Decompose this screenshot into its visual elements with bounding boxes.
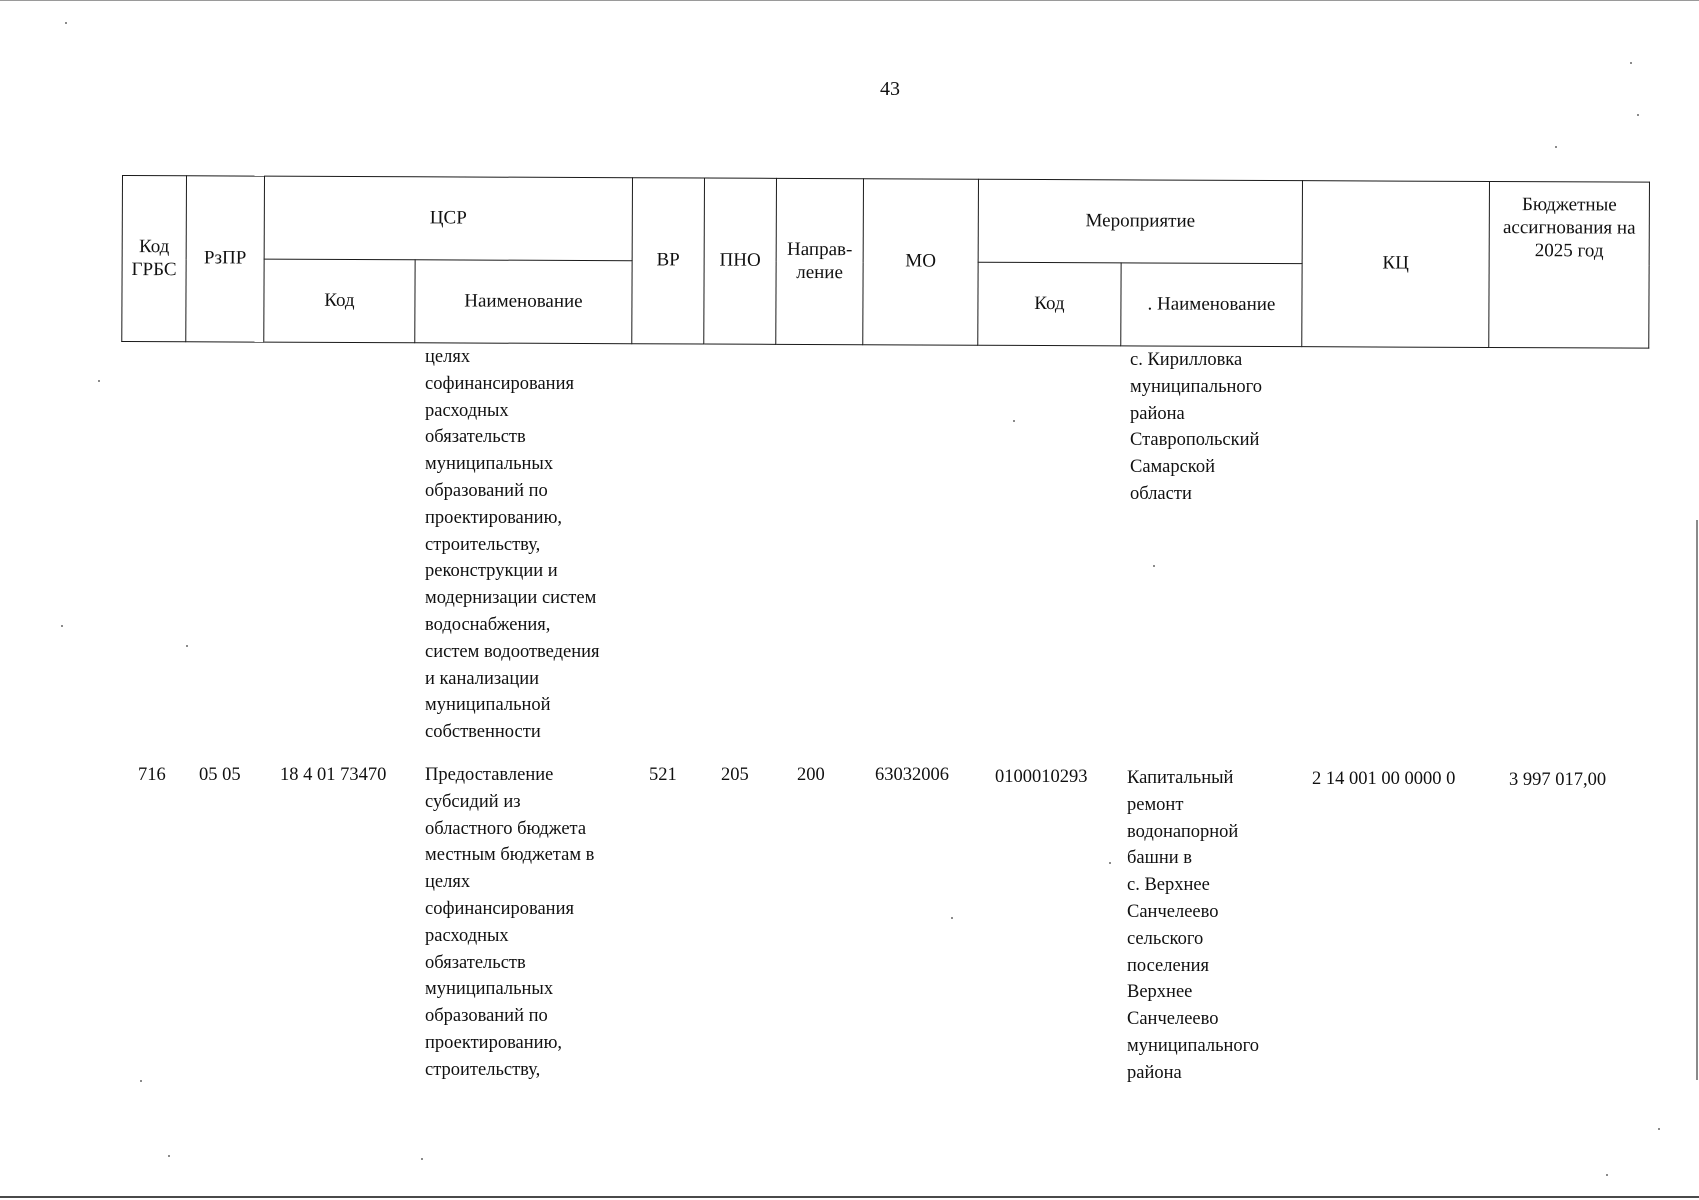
row-napravlenie: 200 [797, 765, 825, 785]
header-csr-kod: Код [264, 259, 415, 343]
header-mo: МО [863, 179, 979, 346]
header-mer-kod: Код [978, 262, 1121, 346]
scan-edge-top [0, 0, 1699, 1]
row-kc: 2 14 001 00 0000 0 [1312, 769, 1456, 789]
row-rzpr: 05 05 [199, 765, 241, 785]
header-csr: ЦСР [264, 176, 632, 261]
row-csr-kod: 18 4 01 73470 [280, 765, 387, 785]
row-kod-grbs: 716 [138, 765, 166, 785]
budget-table-header [121, 175, 1650, 349]
continuation-mer-name: с. Кирилловка муниципального района Ставропольский Самарской области [1130, 350, 1263, 504]
row-pno: 205 [721, 765, 749, 785]
scan-edge-bottom [0, 1196, 1699, 1198]
header-mer-name: . Наименование [1121, 263, 1302, 347]
scan-edge-right [1696, 520, 1698, 1080]
header-napravlenie: Направ- ление [776, 178, 864, 344]
row-csr-name: Предоставление субсидий из областного бюджета местным бюджетам в целях софинансирования расходных обязательств муниципальных образований по проектированию, строительству, [425, 765, 595, 1080]
header-budget: Бюджетные ассигнования на 2025 год [1489, 181, 1650, 348]
row-mer-kod: 0100010293 [995, 767, 1088, 787]
row-mo: 63032006 [875, 765, 949, 785]
header-kod-grbs: Код ГРБС [122, 176, 187, 342]
row-vr: 521 [649, 765, 677, 785]
continuation-csr-name: целях софинансирования расходных обязательств муниципальных образований по проектированию, строительству, реконструкции и модернизации систем водоснабжения, систем водоотведения и канализации муниципальной собственности [425, 347, 600, 743]
header-pno: ПНО [704, 178, 777, 344]
row-mer-name: Капитальный ремонт водонапорной башни в с. Верхнее Санчелеево сельского поселения Верхнее Санчелеево муниципального района [1127, 768, 1260, 1083]
row-budget: 3 997 017,00 [1509, 770, 1607, 790]
table-header-frame [122, 175, 1650, 342]
page-number: 43 [880, 78, 900, 100]
header-rzpr: РзПР [186, 176, 265, 342]
header-meropriyatie: Мероприятие [978, 179, 1302, 263]
header-csr-name: Наименование [415, 260, 632, 344]
header-vr: ВР [632, 178, 705, 344]
header-kc: КЦ [1302, 181, 1490, 348]
